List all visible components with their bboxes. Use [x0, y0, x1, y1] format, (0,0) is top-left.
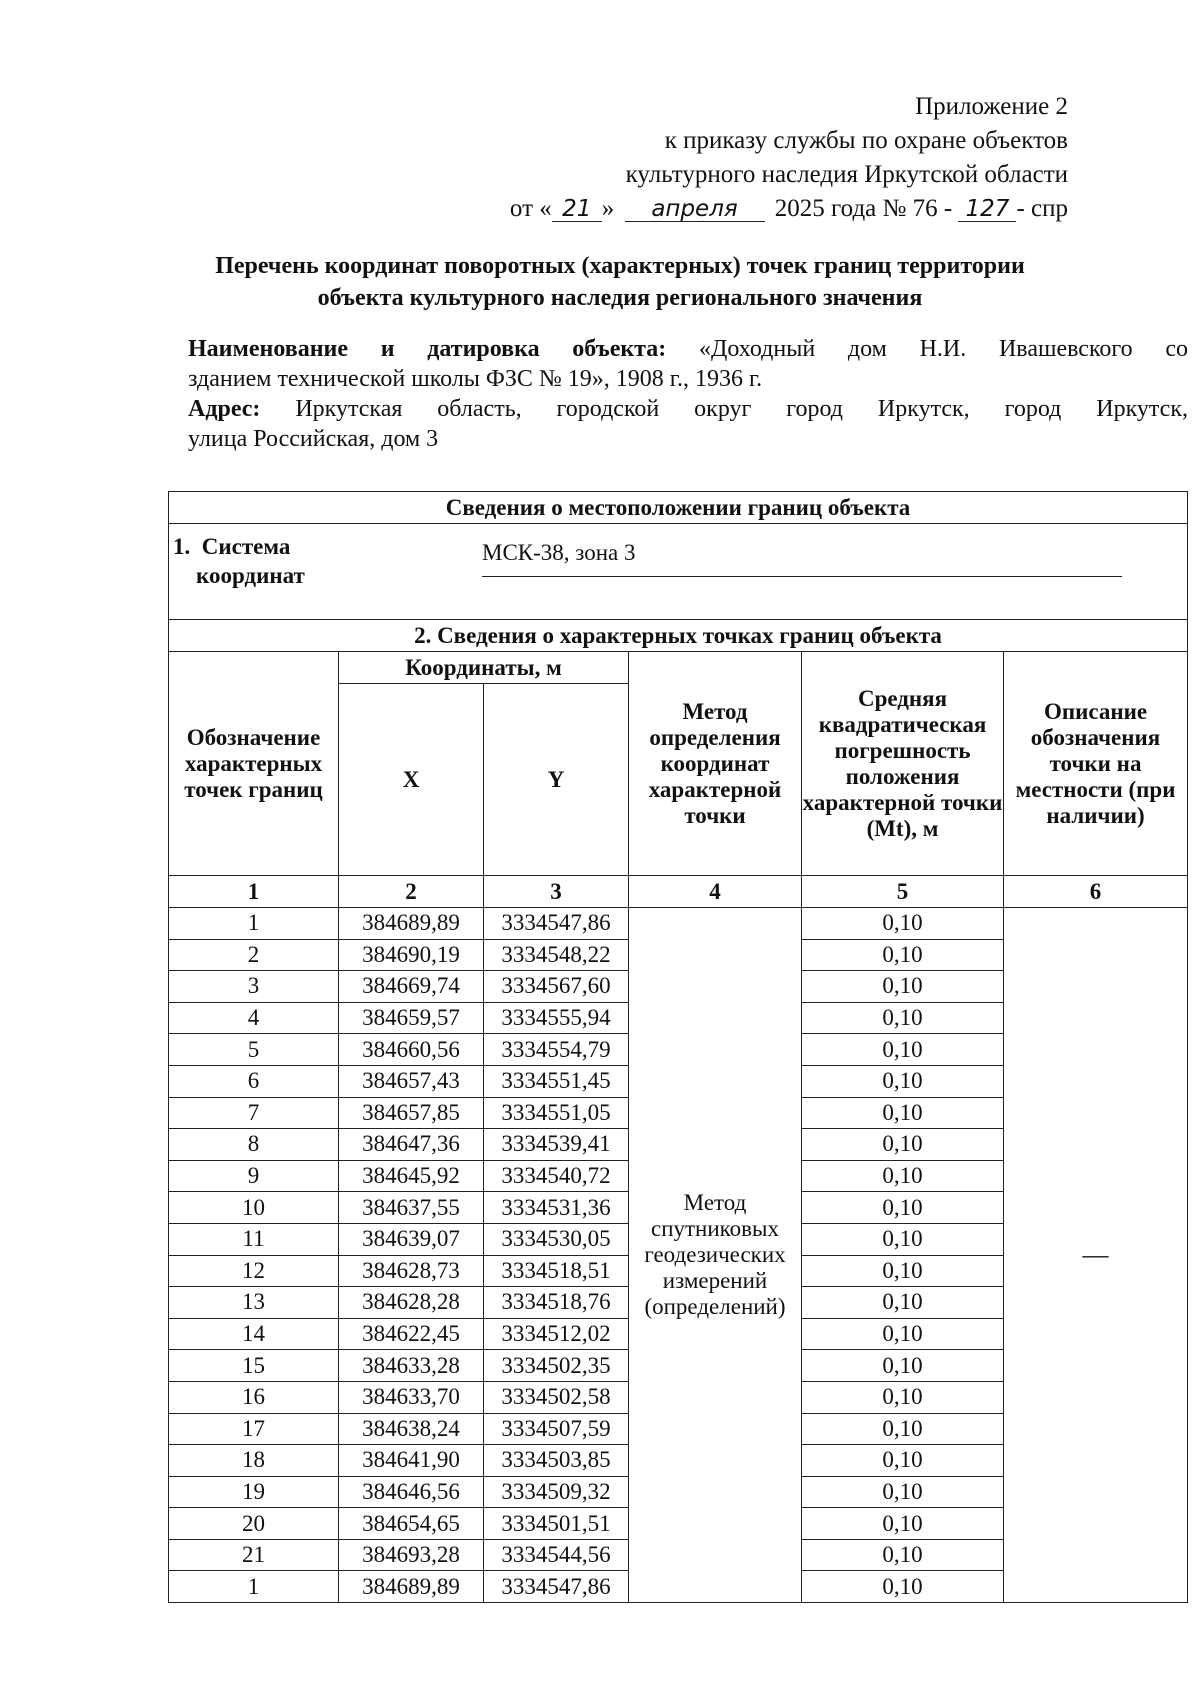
coord-y: 3334502,58 [484, 1381, 629, 1413]
col-header-description: Описание обозначения точки на местности (при наличии) [1004, 652, 1188, 876]
coord-y: 3334531,36 [484, 1192, 629, 1224]
coordinate-system-label [173, 532, 305, 590]
address-text-2: улица Российская, дом 3 [188, 426, 439, 452]
point-number: 2 [169, 939, 339, 971]
col-number: 3 [484, 876, 629, 908]
error-mt: 0,10 [802, 1065, 1004, 1097]
error-mt: 0,10 [802, 1034, 1004, 1066]
order-suffix: - спр [1016, 195, 1068, 222]
col-header-error: Средняя квадратическая погрешность положения характерной точки (Mt), м [802, 652, 1004, 876]
error-mt: 0,10 [802, 1287, 1004, 1319]
error-mt: 0,10 [802, 1318, 1004, 1350]
error-mt: 0,10 [802, 1002, 1004, 1034]
object-name-text-2: зданием технической школы ФЗС № 19», 1908 г., 1936 г. [188, 366, 763, 392]
coord-x: 384628,28 [339, 1287, 484, 1319]
point-number: 14 [169, 1318, 339, 1350]
title-line-1: Перечень координат поворотных (характерных) точек границ территории [215, 253, 1025, 279]
error-mt: 0,10 [802, 1223, 1004, 1255]
system-label-2: координат [196, 563, 305, 588]
coord-x: 384628,73 [339, 1255, 484, 1287]
date-mid: » [601, 195, 615, 222]
point-number: 21 [169, 1539, 339, 1571]
coord-y: 3334530,05 [484, 1223, 629, 1255]
point-number: 16 [169, 1381, 339, 1413]
point-number: 20 [169, 1508, 339, 1540]
coord-x: 384622,45 [339, 1318, 484, 1350]
coord-x: 384645,92 [339, 1160, 484, 1192]
object-info [188, 334, 1188, 454]
year-text: 2025 года № 76 - [774, 195, 953, 222]
point-number: 3 [169, 971, 339, 1003]
coord-x: 384638,24 [339, 1413, 484, 1445]
error-mt: 0,10 [802, 1476, 1004, 1508]
appendix-line-1: Приложение 2 [915, 93, 1068, 120]
point-number: 9 [169, 1160, 339, 1192]
method-cell: Метод спутниковых геодезических измерений (определений) [629, 908, 802, 1603]
point-number: 1 [169, 908, 339, 940]
coord-x: 384659,57 [339, 1002, 484, 1034]
coordinate-system-value: МСК-38, зона 3 [482, 540, 1122, 577]
error-mt: 0,10 [802, 1413, 1004, 1445]
coord-y: 3334551,45 [484, 1065, 629, 1097]
point-number: 11 [169, 1223, 339, 1255]
error-mt: 0,10 [802, 971, 1004, 1003]
point-number: 5 [169, 1034, 339, 1066]
coord-y: 3334548,22 [484, 939, 629, 971]
object-name-text-1: «Доходный дом Н.И. Ивашевского со [699, 336, 1189, 362]
col-number: 4 [629, 876, 802, 908]
coord-y: 3334539,41 [484, 1129, 629, 1161]
coord-x: 384639,07 [339, 1223, 484, 1255]
coord-x: 384689,89 [339, 1571, 484, 1603]
appendix-line-2: к приказу службы по охране объектов [664, 127, 1068, 154]
col-header-coords: Координаты, м [339, 652, 629, 684]
coordinates-table [168, 491, 1188, 1603]
coord-x: 384647,36 [339, 1129, 484, 1161]
point-number: 8 [169, 1129, 339, 1161]
handwritten-day: 21 [552, 197, 602, 222]
coord-x: 384654,65 [339, 1508, 484, 1540]
col-number: 5 [802, 876, 1004, 908]
system-label-1: Система [201, 534, 291, 559]
col-header-method: Метод определения координат характерной точки [629, 652, 802, 876]
coord-y: 3334503,85 [484, 1445, 629, 1477]
error-mt: 0,10 [802, 1508, 1004, 1540]
point-number: 13 [169, 1287, 339, 1319]
coord-y: 3334518,76 [484, 1287, 629, 1319]
error-mt: 0,10 [802, 1539, 1004, 1571]
coord-x: 384669,74 [339, 971, 484, 1003]
address-line-1 [188, 394, 1188, 424]
error-mt: 0,10 [802, 1097, 1004, 1129]
coord-y: 3334502,35 [484, 1350, 629, 1382]
coord-x: 384693,28 [339, 1539, 484, 1571]
coord-y: 3334507,59 [484, 1413, 629, 1445]
col-header-points: Обозначение характерных точек границ [169, 652, 339, 876]
coord-y: 3334554,79 [484, 1034, 629, 1066]
coord-x: 384660,56 [339, 1034, 484, 1066]
col-header-y: Y [484, 684, 629, 876]
error-mt: 0,10 [802, 1129, 1004, 1161]
title-line-2: объекта культурного наследия регионального значения [317, 285, 923, 311]
coord-y: 3334509,32 [484, 1476, 629, 1508]
object-name-line-1 [188, 334, 1188, 364]
point-number: 4 [169, 1002, 339, 1034]
point-number: 19 [169, 1476, 339, 1508]
coord-y: 3334512,02 [484, 1318, 629, 1350]
coord-y: 3334551,05 [484, 1097, 629, 1129]
col-number: 1 [169, 876, 339, 908]
coord-x: 384637,55 [339, 1192, 484, 1224]
coordinate-system-cell [169, 524, 1188, 620]
error-mt: 0,10 [802, 1445, 1004, 1477]
coord-x: 384689,89 [339, 908, 484, 940]
error-mt: 0,10 [802, 1381, 1004, 1413]
coord-y: 3334547,86 [484, 908, 629, 940]
coord-y: 3334544,56 [484, 1539, 629, 1571]
address-text-1: Иркутская область, городской округ город Иркутск, город Иркутск, [295, 396, 1188, 422]
point-number: 18 [169, 1445, 339, 1477]
system-number: 1. [173, 534, 191, 559]
point-number: 6 [169, 1065, 339, 1097]
date-prefix: от « [509, 195, 552, 222]
coord-x: 384633,28 [339, 1350, 484, 1382]
coord-x: 384657,85 [339, 1097, 484, 1129]
point-number: 17 [169, 1413, 339, 1445]
object-name-label: Наименование и датировка объекта: [188, 336, 667, 362]
error-mt: 0,10 [802, 939, 1004, 971]
coord-x: 384690,19 [339, 939, 484, 971]
appendix-date-line [510, 192, 1068, 226]
point-number: 15 [169, 1350, 339, 1382]
table-row [169, 908, 1188, 940]
coord-y: 3334555,94 [484, 1002, 629, 1034]
error-mt: 0,10 [802, 908, 1004, 940]
col-header-x: X [339, 684, 484, 876]
coord-y: 3334567,60 [484, 971, 629, 1003]
coord-y: 3334501,51 [484, 1508, 629, 1540]
handwritten-month: апреля [625, 197, 765, 222]
section-header: Сведения о местоположении границ объекта [169, 492, 1188, 524]
error-mt: 0,10 [802, 1160, 1004, 1192]
appendix-header [510, 90, 1068, 226]
col-number: 2 [339, 876, 484, 908]
address-label: Адрес: [188, 396, 261, 422]
error-mt: 0,10 [802, 1192, 1004, 1224]
coord-x: 384633,70 [339, 1381, 484, 1413]
coord-x: 384657,43 [339, 1065, 484, 1097]
coord-x: 384641,90 [339, 1445, 484, 1477]
document-title [170, 250, 1070, 314]
col-number: 6 [1004, 876, 1188, 908]
error-mt: 0,10 [802, 1571, 1004, 1603]
coord-y: 3334547,86 [484, 1571, 629, 1603]
error-mt: 0,10 [802, 1255, 1004, 1287]
point-number: 7 [169, 1097, 339, 1129]
handwritten-order-number: 127 [958, 197, 1016, 222]
coord-y: 3334518,51 [484, 1255, 629, 1287]
coord-x: 384646,56 [339, 1476, 484, 1508]
coord-y: 3334540,72 [484, 1160, 629, 1192]
description-cell: — [1004, 908, 1188, 1603]
appendix-line-3: культурного наследия Иркутской области [625, 161, 1068, 188]
section2-header: 2. Сведения о характерных точках границ объекта [169, 620, 1188, 652]
point-number: 10 [169, 1192, 339, 1224]
point-number: 1 [169, 1571, 339, 1603]
error-mt: 0,10 [802, 1350, 1004, 1382]
point-number: 12 [169, 1255, 339, 1287]
